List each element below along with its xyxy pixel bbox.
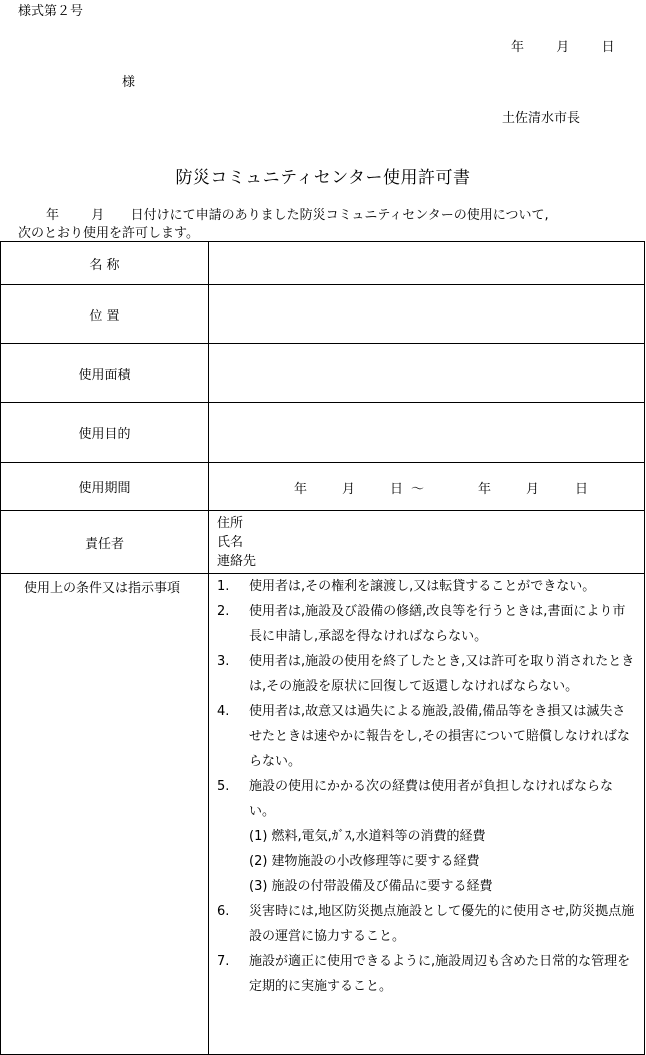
responsible-label: 責任者 — [1, 511, 209, 574]
period-start-month: 月 — [342, 482, 356, 497]
date-year: 年 — [511, 40, 525, 55]
condition-subitem: (3) 施設の付帯設備及び備品に要する経費 — [249, 879, 493, 894]
conditions-list — [209, 574, 644, 999]
row-area — [1, 344, 645, 403]
responsible-contact-label: 連絡先 — [217, 553, 257, 569]
area-label: 使用面積 — [1, 344, 209, 403]
period-label: 使用期間 — [1, 463, 209, 511]
permit-table — [0, 241, 645, 1055]
row-conditions — [1, 574, 645, 1055]
condition-item: 6. 災害時には,地区防災拠点施設として優先的に使用させ,防災拠点施設の運営に協力すること。 — [217, 904, 635, 944]
row-responsible — [1, 511, 645, 574]
intro-year: 年 — [46, 208, 60, 223]
row-purpose — [1, 403, 645, 463]
period-separator: ～ — [411, 482, 425, 497]
condition-item: 2. 使用者は,施設及び設備の修繕,改良等を行うときは,書面により市長に申請し,承認を得なければならない。 — [217, 604, 626, 644]
issuer: 土佐清水市長 — [502, 111, 581, 126]
intro-line-1 — [46, 204, 549, 223]
period-start-year: 年 — [294, 482, 308, 497]
responsible-address-label: 住所 — [217, 515, 244, 531]
purpose-value[interactable] — [209, 403, 645, 463]
conditions-value — [209, 574, 645, 1055]
period-value[interactable] — [209, 463, 645, 511]
form-number: 様式第２号 — [18, 4, 84, 19]
condition-subitem: (1) 燃料,電気,ｶﾞｽ,水道料等の消費的経費 — [249, 829, 486, 844]
recipient-suffix: 様 — [122, 75, 136, 90]
condition-sublist — [249, 824, 636, 899]
conditions-label: 使用上の条件又は指示事項 — [1, 574, 209, 1055]
condition-item: 1. 使用者は,その権利を譲渡し,又は転貸することができない。 — [217, 579, 596, 594]
row-period — [1, 463, 645, 511]
name-label: 名 称 — [1, 242, 209, 285]
area-value[interactable] — [209, 344, 645, 403]
row-name — [1, 242, 645, 285]
responsible-value[interactable] — [209, 511, 645, 574]
name-value[interactable] — [209, 242, 645, 285]
condition-item: 5. 施設の使用にかかる次の経費は使用者が負担しなければならない。 (1) 燃料,電気,ｶﾞｽ,水道料等の消費的経費 (2) 建物施設の小改修理等に要する経費 (3) 施設の付帯設備及び備品に要する経費 — [217, 774, 636, 899]
responsible-name-label: 氏名 — [217, 534, 244, 550]
period-end-year: 年 — [478, 482, 492, 497]
intro-month: 月 — [91, 208, 105, 223]
period-end-day: 日 — [575, 482, 589, 497]
condition-item: 3. 使用者は,施設の使用を終了したとき,又は許可を取り消されたときは,その施設を原状に回復して返還しなければならない。 — [217, 654, 635, 694]
condition-subitem: (2) 建物施設の小改修理等に要する経費 — [249, 854, 480, 869]
period-start-day: 日 — [390, 482, 404, 497]
document-title: 防災コミュニティセンター使用許可書 — [175, 168, 471, 188]
condition-item: 7. 施設が適正に使用できるように,施設周辺も含めた日常的な管理を定期的に実施すること。 — [217, 954, 631, 994]
row-location — [1, 285, 645, 344]
purpose-label: 使用目的 — [1, 403, 209, 463]
period-end-month: 月 — [526, 482, 540, 497]
date-month: 月 — [556, 40, 570, 55]
condition-item: 4. 使用者は,故意又は過失による施設,設備,備品等をき損又は滅失させたときは速やかに報告をし,その損害について賠償しなければならない。 — [217, 704, 630, 769]
location-value[interactable] — [209, 285, 645, 344]
intro-text: 日付けにて申請のありました防災コミュニティセンターの使用について, — [130, 208, 549, 223]
date-day: 日 — [601, 40, 615, 55]
date-line — [511, 36, 615, 55]
location-label: 位 置 — [1, 285, 209, 344]
intro-line-2: 次のとおり使用を許可します。 — [18, 226, 199, 241]
